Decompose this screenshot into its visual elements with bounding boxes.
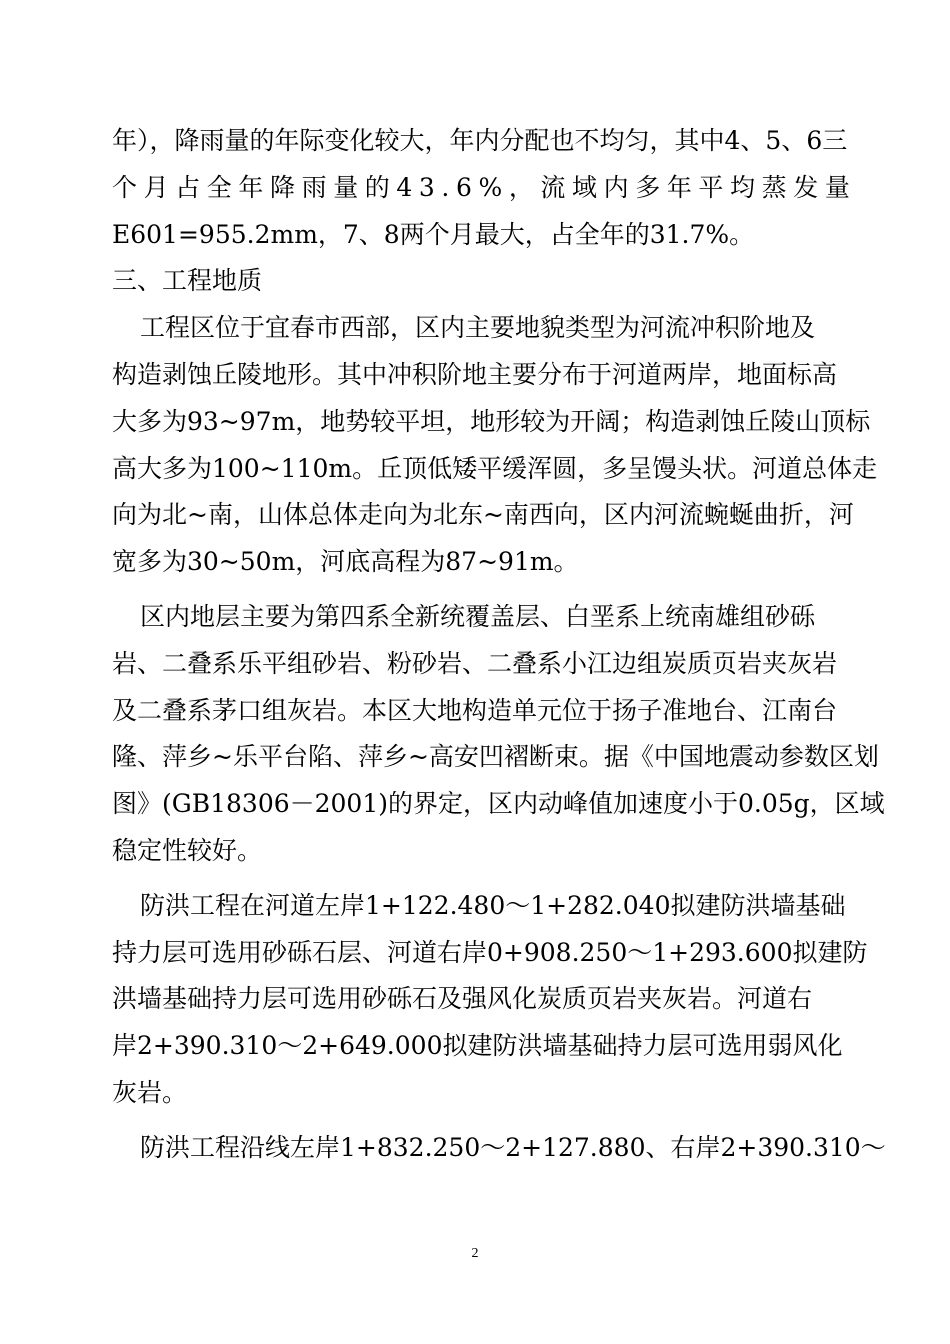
paragraph-geomorphology <box>112 305 878 586</box>
text-line: 洪墙基础持力层可选用砂砾石及强风化炭质页岩夹灰岩。河道右 <box>112 984 813 1014</box>
text-line: 岸2+390.310～2+649.000拟建防洪墙基础持力层可选用弱风化 <box>112 1031 843 1061</box>
paragraph-foundation <box>112 883 868 1117</box>
text-line: 隆、萍乡~乐平台陷、萍乡~高安凹褶断束。据《中国地震动参数区划 <box>112 742 879 772</box>
text-segment: 个月占全年降雨量的43.6%，流域内多年平均蒸发量 <box>112 172 857 202</box>
text-line: 防洪工程沿线左岸1+832.250～2+127.880、右岸2+390.310～ <box>140 1132 886 1162</box>
page-number: 2 <box>471 1246 479 1261</box>
paragraph-flood-control <box>112 1125 886 1172</box>
text-line: 工程区位于宜春市西部，区内主要地貌类型为河流冲积阶地及 <box>140 313 816 343</box>
text-line: 构造剥蚀丘陵地形。其中冲积阶地主要分布于河道两岸，地面标高 <box>112 359 838 389</box>
text-line: 及二叠系茅口组灰岩。本区大地构造单元位于扬子准地台、江南台 <box>112 695 838 725</box>
text-line: E601=955.2mm，7、8两个月最大，占全年的31.7%。 <box>112 219 755 249</box>
text-line: 大多为93~97m，地势较平坦，地形较为开阔；构造剥蚀丘陵山顶标 <box>112 406 871 436</box>
text-line: 宽多为30~50m，河底高程为87~91m。 <box>112 547 579 577</box>
paragraph-strata <box>112 594 885 875</box>
text-line: 防洪工程在河道左岸1+122.480～1+282.040拟建防洪墙基础 <box>140 890 846 920</box>
section-heading: 三、工程地质 <box>112 266 263 296</box>
text-line: 持力层可选用砂砾石层、河道右岸0+908.250～1+293.600拟建防 <box>112 937 868 967</box>
text-line: 岩、二叠系乐平组砂岩、粉砂岩、二叠系小江边组炭质页岩夹灰岩 <box>112 648 838 678</box>
text-line: 图》(GB18306－2001)的界定，区内动峰值加速度小于0.05g，区域 <box>112 789 885 819</box>
paragraph-continued <box>112 118 857 258</box>
text-line: 稳定性较好。 <box>112 835 263 865</box>
text-line: 高大多为100~110m。丘顶低矮平缓浑圆，多呈馒头状。河道总体走 <box>112 453 878 483</box>
text-line-justified <box>112 165 857 212</box>
document-body <box>112 118 886 1172</box>
text-line: 区内地层主要为第四系全新统覆盖层、白垩系上统南雄组砂砾 <box>140 601 816 631</box>
text-line: 灰岩。 <box>112 1077 188 1107</box>
text-line: 向为北~南，山体总体走向为北东~南西向，区内河流蜿蜒曲折，河 <box>112 500 854 530</box>
text-line: 年），降雨量的年际变化较大，年内分配也不均匀，其中4、5、6三 <box>112 126 848 155</box>
